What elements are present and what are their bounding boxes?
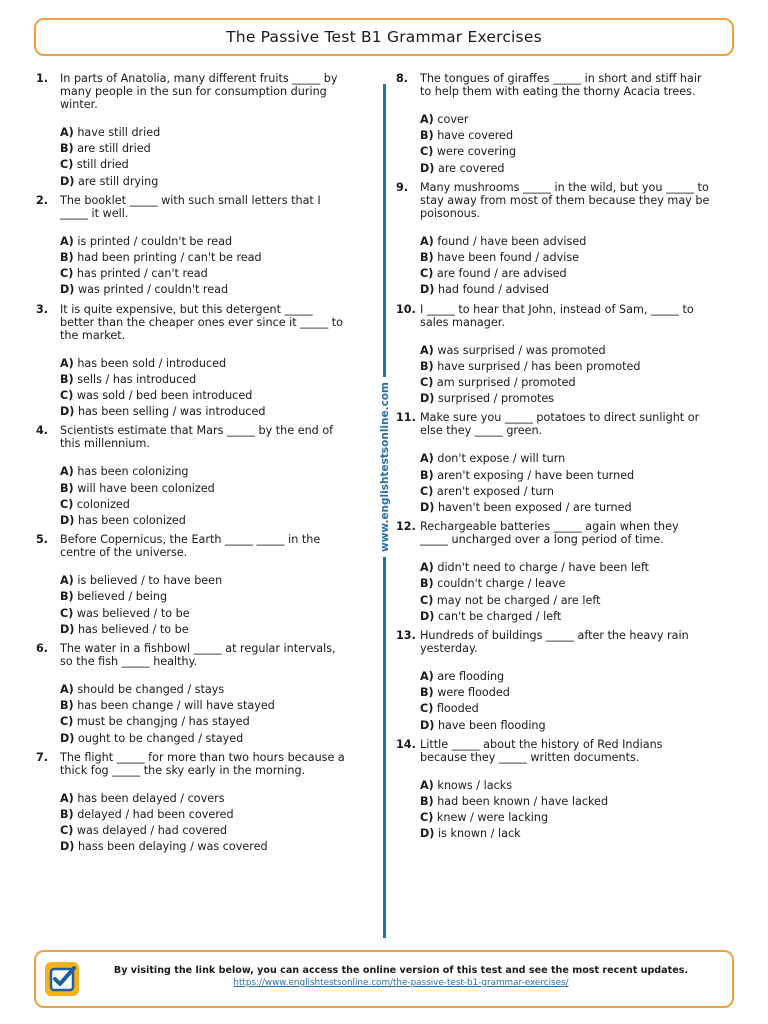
option-list bbox=[60, 573, 356, 638]
option-text: was printed / couldn't read bbox=[77, 283, 229, 297]
option-text: haven't been exposed / are turned bbox=[437, 501, 632, 515]
option-text: has been selling / was introduced bbox=[77, 405, 266, 419]
option-letter: D) bbox=[420, 501, 435, 515]
question-text: The booklet _____ with such small letters that I _____ it well. bbox=[60, 193, 321, 220]
option-letter: B) bbox=[420, 795, 434, 809]
answer-option[interactable] bbox=[60, 372, 356, 388]
option-text: still dried bbox=[76, 158, 129, 172]
option-text: had found / advised bbox=[437, 283, 550, 297]
answer-option[interactable] bbox=[420, 128, 716, 144]
option-letter: A) bbox=[60, 234, 74, 248]
answer-option[interactable] bbox=[60, 823, 356, 839]
answer-option[interactable] bbox=[60, 731, 356, 747]
option-letter: C) bbox=[420, 484, 434, 498]
question-text: Rechargeable batteries _____ again when they _____ uncharged over a long period of time. bbox=[420, 520, 679, 547]
option-letter: B) bbox=[60, 481, 74, 495]
answer-option[interactable] bbox=[60, 622, 356, 638]
question bbox=[396, 629, 716, 655]
answer-option[interactable] bbox=[420, 250, 716, 266]
option-text: is printed / couldn't be read bbox=[77, 234, 233, 248]
option-list bbox=[60, 356, 356, 421]
question-text: It is quite expensive, but this detergent _____ better than the cheaper ones ever since it _____ to the market. bbox=[60, 302, 343, 342]
option-letter: B) bbox=[60, 808, 74, 822]
option-text: hass been delaying / was covered bbox=[77, 840, 268, 854]
option-letter: C) bbox=[420, 702, 434, 716]
option-text: is known / lack bbox=[437, 827, 521, 841]
option-letter: C) bbox=[420, 376, 434, 390]
option-letter: A) bbox=[420, 452, 434, 466]
question-block bbox=[36, 533, 356, 638]
option-letter: A) bbox=[420, 561, 434, 575]
option-text: was delayed / had covered bbox=[76, 824, 228, 838]
option-letter: D) bbox=[60, 622, 75, 636]
question bbox=[36, 72, 356, 111]
question-text: Before Copernicus, the Earth _____ _____ in the centre of the universe. bbox=[60, 533, 321, 560]
question-block bbox=[36, 642, 356, 747]
option-letter: D) bbox=[420, 392, 435, 406]
option-text: were flooded bbox=[437, 686, 510, 700]
option-list bbox=[420, 451, 716, 516]
question-number: 1. bbox=[36, 72, 49, 85]
option-letter: D) bbox=[420, 283, 435, 297]
option-text: cover bbox=[437, 113, 469, 126]
footer-link[interactable]: https://www.englishtestsonline.com/the-passive-test-b1-grammar-exercises/ bbox=[233, 978, 569, 988]
option-list bbox=[60, 791, 356, 856]
option-text: has printed / can't read bbox=[76, 267, 208, 281]
question-number: 4. bbox=[36, 424, 49, 438]
option-text: will have been colonized bbox=[77, 481, 215, 495]
option-text: knew / were lacking bbox=[436, 811, 549, 825]
answer-option[interactable] bbox=[420, 161, 716, 177]
answer-option[interactable] bbox=[420, 560, 716, 576]
question-text: The tongues of giraffes _____ in short and stiff hair to help them with eating the thorny Acacia trees. bbox=[420, 72, 702, 98]
option-text: have still dried bbox=[77, 126, 161, 139]
option-list bbox=[420, 560, 716, 625]
answer-option[interactable] bbox=[60, 250, 356, 266]
question-number: 8. bbox=[396, 72, 409, 85]
answer-option[interactable] bbox=[420, 500, 716, 516]
answer-option[interactable] bbox=[420, 144, 716, 160]
option-letter: D) bbox=[60, 731, 75, 745]
answer-option[interactable] bbox=[60, 839, 356, 855]
question-block bbox=[396, 738, 716, 843]
option-letter: D) bbox=[60, 840, 75, 854]
answer-option[interactable] bbox=[420, 826, 716, 842]
option-text: found / have been advised bbox=[437, 234, 587, 248]
answer-option[interactable] bbox=[420, 810, 716, 826]
option-letter: D) bbox=[420, 609, 435, 623]
option-list bbox=[420, 778, 716, 843]
question-number: 13. bbox=[396, 629, 416, 643]
answer-option[interactable] bbox=[60, 606, 356, 622]
option-letter: A) bbox=[420, 778, 434, 792]
answer-option[interactable] bbox=[420, 266, 716, 282]
answer-option[interactable] bbox=[60, 807, 356, 823]
option-text: aren't exposed / turn bbox=[436, 484, 555, 498]
option-text: are covered bbox=[437, 161, 505, 175]
question-text: Little _____ about the history of Red Indians because they _____ written documents. bbox=[420, 737, 663, 764]
option-letter: B) bbox=[420, 251, 434, 265]
answer-option[interactable] bbox=[420, 112, 716, 128]
option-text: were covering bbox=[436, 145, 517, 159]
answer-option[interactable] bbox=[60, 125, 356, 141]
option-letter: B) bbox=[420, 686, 434, 700]
answer-option[interactable] bbox=[60, 266, 356, 282]
answer-option[interactable] bbox=[420, 593, 716, 609]
answer-option[interactable] bbox=[420, 778, 716, 794]
option-letter: A) bbox=[60, 791, 74, 805]
question bbox=[396, 303, 716, 329]
answer-option[interactable] bbox=[60, 513, 356, 529]
option-letter: D) bbox=[60, 283, 75, 297]
question-block bbox=[396, 629, 716, 734]
option-text: should be changed / stays bbox=[77, 683, 225, 697]
option-letter: C) bbox=[420, 267, 434, 281]
option-text: aren't exposing / have been turned bbox=[437, 468, 635, 482]
question bbox=[36, 303, 356, 342]
option-text: has been sold / introduced bbox=[77, 356, 227, 370]
answer-option[interactable] bbox=[60, 589, 356, 605]
option-text: had been printing / can't be read bbox=[77, 251, 262, 265]
answer-option[interactable] bbox=[420, 609, 716, 625]
option-text: ought to be changed / stayed bbox=[77, 731, 244, 745]
option-list bbox=[60, 234, 356, 299]
question-number: 3. bbox=[36, 302, 49, 316]
answer-option[interactable] bbox=[420, 468, 716, 484]
answer-option[interactable] bbox=[420, 282, 716, 298]
option-text: couldn't charge / leave bbox=[437, 577, 566, 591]
question bbox=[396, 72, 716, 98]
question-text: Hundreds of buildings _____ after the heavy rain yesterday. bbox=[420, 629, 689, 656]
option-letter: C) bbox=[420, 593, 434, 607]
answer-option[interactable] bbox=[420, 451, 716, 467]
option-letter: B) bbox=[420, 468, 434, 482]
option-text: has believed / to be bbox=[77, 622, 189, 636]
answer-option[interactable] bbox=[60, 464, 356, 480]
option-letter: D) bbox=[60, 514, 75, 528]
question-number: 6. bbox=[36, 642, 49, 656]
option-letter: D) bbox=[420, 718, 435, 732]
option-letter: D) bbox=[60, 405, 75, 419]
answer-option[interactable] bbox=[60, 356, 356, 372]
option-letter: B) bbox=[420, 359, 434, 373]
option-letter: A) bbox=[420, 343, 434, 357]
option-letter: C) bbox=[60, 267, 74, 281]
option-text: didn't need to charge / have been left bbox=[437, 561, 650, 575]
option-letter: A) bbox=[60, 356, 74, 370]
option-text: sells / has introduced bbox=[77, 372, 197, 386]
left-column bbox=[36, 72, 356, 860]
answer-option[interactable] bbox=[420, 359, 716, 375]
option-list bbox=[420, 343, 716, 408]
question bbox=[36, 194, 356, 220]
option-text: has been change / will have stayed bbox=[77, 699, 275, 713]
option-letter: C) bbox=[60, 715, 74, 729]
option-text: are found / are advised bbox=[436, 267, 567, 281]
question-number: 2. bbox=[36, 193, 49, 207]
answer-option[interactable] bbox=[60, 141, 356, 157]
option-letter: C) bbox=[420, 811, 434, 825]
answer-option[interactable] bbox=[420, 685, 716, 701]
option-text: are flooding bbox=[437, 670, 505, 684]
option-text: was sold / bed been introduced bbox=[76, 389, 253, 403]
checkbox-logo-icon bbox=[44, 961, 80, 997]
option-text: have been found / advise bbox=[437, 251, 580, 265]
option-text: believed / being bbox=[77, 590, 168, 604]
option-text: surprised / promotes bbox=[437, 392, 555, 406]
answer-option[interactable] bbox=[60, 481, 356, 497]
question bbox=[36, 642, 356, 668]
option-letter: B) bbox=[60, 699, 74, 713]
question-number: 9. bbox=[396, 180, 409, 194]
question-block bbox=[396, 520, 716, 625]
question bbox=[36, 751, 356, 777]
answer-option[interactable] bbox=[420, 794, 716, 810]
answer-option[interactable] bbox=[60, 791, 356, 807]
question-text: Many mushrooms _____ in the wild, but you _____ to stay away from most of them because they may be poisonous. bbox=[420, 180, 710, 220]
question-number: 12. bbox=[396, 520, 416, 534]
footer-message: By visiting the link below, you can access the online version of this test and see the most recent updates. bbox=[113, 965, 689, 976]
option-text: delayed / had been covered bbox=[77, 808, 234, 822]
question-number: 5. bbox=[36, 533, 49, 547]
question-block bbox=[396, 303, 716, 408]
answer-option[interactable] bbox=[60, 234, 356, 250]
option-letter: A) bbox=[420, 113, 434, 126]
answer-option[interactable] bbox=[420, 576, 716, 592]
option-text: has been delayed / covers bbox=[77, 791, 225, 805]
option-letter: B) bbox=[60, 590, 74, 604]
question-number: 10. bbox=[396, 302, 416, 316]
option-text: may not be charged / are left bbox=[436, 593, 601, 607]
option-list bbox=[420, 669, 716, 734]
option-text: am surprised / promoted bbox=[436, 376, 576, 390]
option-letter: C) bbox=[60, 389, 74, 403]
option-letter: A) bbox=[420, 234, 434, 248]
footer-text bbox=[86, 964, 716, 990]
option-text: have surprised / has been promoted bbox=[437, 359, 641, 373]
question-text: Make sure you _____ potatoes to direct sunlight or else they _____ green. bbox=[420, 411, 700, 438]
option-letter: C) bbox=[60, 606, 74, 620]
option-text: are still drying bbox=[77, 174, 159, 188]
question-block bbox=[396, 72, 716, 177]
option-text: must be changjng / has stayed bbox=[76, 715, 250, 729]
option-letter: B) bbox=[60, 251, 74, 265]
option-text: have covered bbox=[437, 129, 514, 143]
question-block bbox=[36, 424, 356, 529]
option-letter: A) bbox=[60, 683, 74, 697]
option-text: was believed / to be bbox=[76, 606, 190, 620]
answer-option[interactable] bbox=[60, 174, 356, 190]
question bbox=[396, 181, 716, 220]
right-column bbox=[396, 72, 716, 847]
answer-option[interactable] bbox=[420, 669, 716, 685]
question-number: 11. bbox=[396, 411, 416, 425]
option-text: flooded bbox=[436, 702, 479, 716]
question-text: In parts of Anatolia, many different fruits _____ by many people in the sun for consumption during winter. bbox=[60, 72, 338, 111]
question-block bbox=[36, 751, 356, 856]
question-block bbox=[36, 72, 356, 190]
option-text: knows / lacks bbox=[437, 778, 513, 792]
option-letter: C) bbox=[420, 145, 434, 159]
footer bbox=[34, 950, 734, 1008]
option-letter: B) bbox=[60, 142, 74, 156]
option-letter: C) bbox=[60, 158, 74, 172]
answer-option[interactable] bbox=[60, 157, 356, 173]
question-text: Scientists estimate that Mars _____ by the end of this millennium. bbox=[60, 424, 334, 451]
option-text: had been known / have lacked bbox=[437, 795, 609, 809]
title-box bbox=[34, 18, 734, 56]
option-text: can't be charged / left bbox=[437, 609, 562, 623]
option-text: are still dried bbox=[77, 142, 151, 156]
answer-option[interactable] bbox=[60, 714, 356, 730]
side-url: www.englishtestsonline.com bbox=[379, 377, 391, 557]
question bbox=[36, 533, 356, 559]
option-letter: A) bbox=[60, 465, 74, 479]
option-list bbox=[60, 464, 356, 529]
answer-option[interactable] bbox=[60, 404, 356, 420]
question-text: The water in a fishbowl _____ at regular intervals, so the fish _____ healthy. bbox=[60, 642, 336, 669]
option-text: is believed / to have been bbox=[77, 574, 223, 588]
answer-option[interactable] bbox=[60, 388, 356, 404]
answer-option[interactable] bbox=[420, 391, 716, 407]
answer-option[interactable] bbox=[420, 484, 716, 500]
page-title: The Passive Test B1 Grammar Exercises bbox=[226, 28, 542, 46]
option-letter: A) bbox=[420, 670, 434, 684]
answer-option[interactable] bbox=[60, 282, 356, 298]
question-block bbox=[36, 194, 356, 299]
option-letter: D) bbox=[420, 827, 435, 841]
option-letter: A) bbox=[60, 574, 74, 588]
answer-option[interactable] bbox=[420, 701, 716, 717]
question-block bbox=[396, 181, 716, 299]
question bbox=[36, 424, 356, 450]
option-list bbox=[420, 112, 716, 177]
question-block bbox=[36, 303, 356, 421]
question-number: 14. bbox=[396, 737, 416, 751]
option-letter: B) bbox=[420, 577, 434, 591]
question-number: 7. bbox=[36, 750, 49, 764]
question bbox=[396, 738, 716, 764]
option-letter: A) bbox=[60, 126, 74, 139]
option-list bbox=[420, 234, 716, 299]
option-letter: C) bbox=[60, 497, 74, 511]
option-text: have been flooding bbox=[437, 718, 546, 732]
option-text: has been colonizing bbox=[77, 465, 189, 479]
answer-option[interactable] bbox=[60, 573, 356, 589]
option-letter: B) bbox=[60, 372, 74, 386]
answer-option[interactable] bbox=[420, 718, 716, 734]
question bbox=[396, 411, 716, 437]
answer-option[interactable] bbox=[60, 698, 356, 714]
option-list bbox=[60, 682, 356, 747]
question-text: The flight _____ for more than two hours because a thick fog _____ the sky early in the morning. bbox=[60, 750, 345, 777]
answer-option[interactable] bbox=[420, 343, 716, 359]
option-letter: B) bbox=[420, 129, 434, 143]
option-text: has been colonized bbox=[77, 514, 186, 528]
answer-option[interactable] bbox=[420, 375, 716, 391]
question bbox=[396, 520, 716, 546]
option-letter: D) bbox=[60, 174, 75, 188]
option-text: was surprised / was promoted bbox=[437, 343, 606, 357]
option-list bbox=[60, 125, 356, 190]
option-letter: C) bbox=[60, 824, 74, 838]
question-text: I _____ to hear that John, instead of Sam, _____ to sales manager. bbox=[420, 302, 694, 329]
answer-option[interactable] bbox=[60, 682, 356, 698]
answer-option[interactable] bbox=[60, 497, 356, 513]
option-text: colonized bbox=[76, 497, 130, 511]
option-letter: D) bbox=[420, 161, 435, 175]
answer-option[interactable] bbox=[420, 234, 716, 250]
option-text: don't expose / will turn bbox=[437, 452, 566, 466]
question-block bbox=[396, 411, 716, 516]
